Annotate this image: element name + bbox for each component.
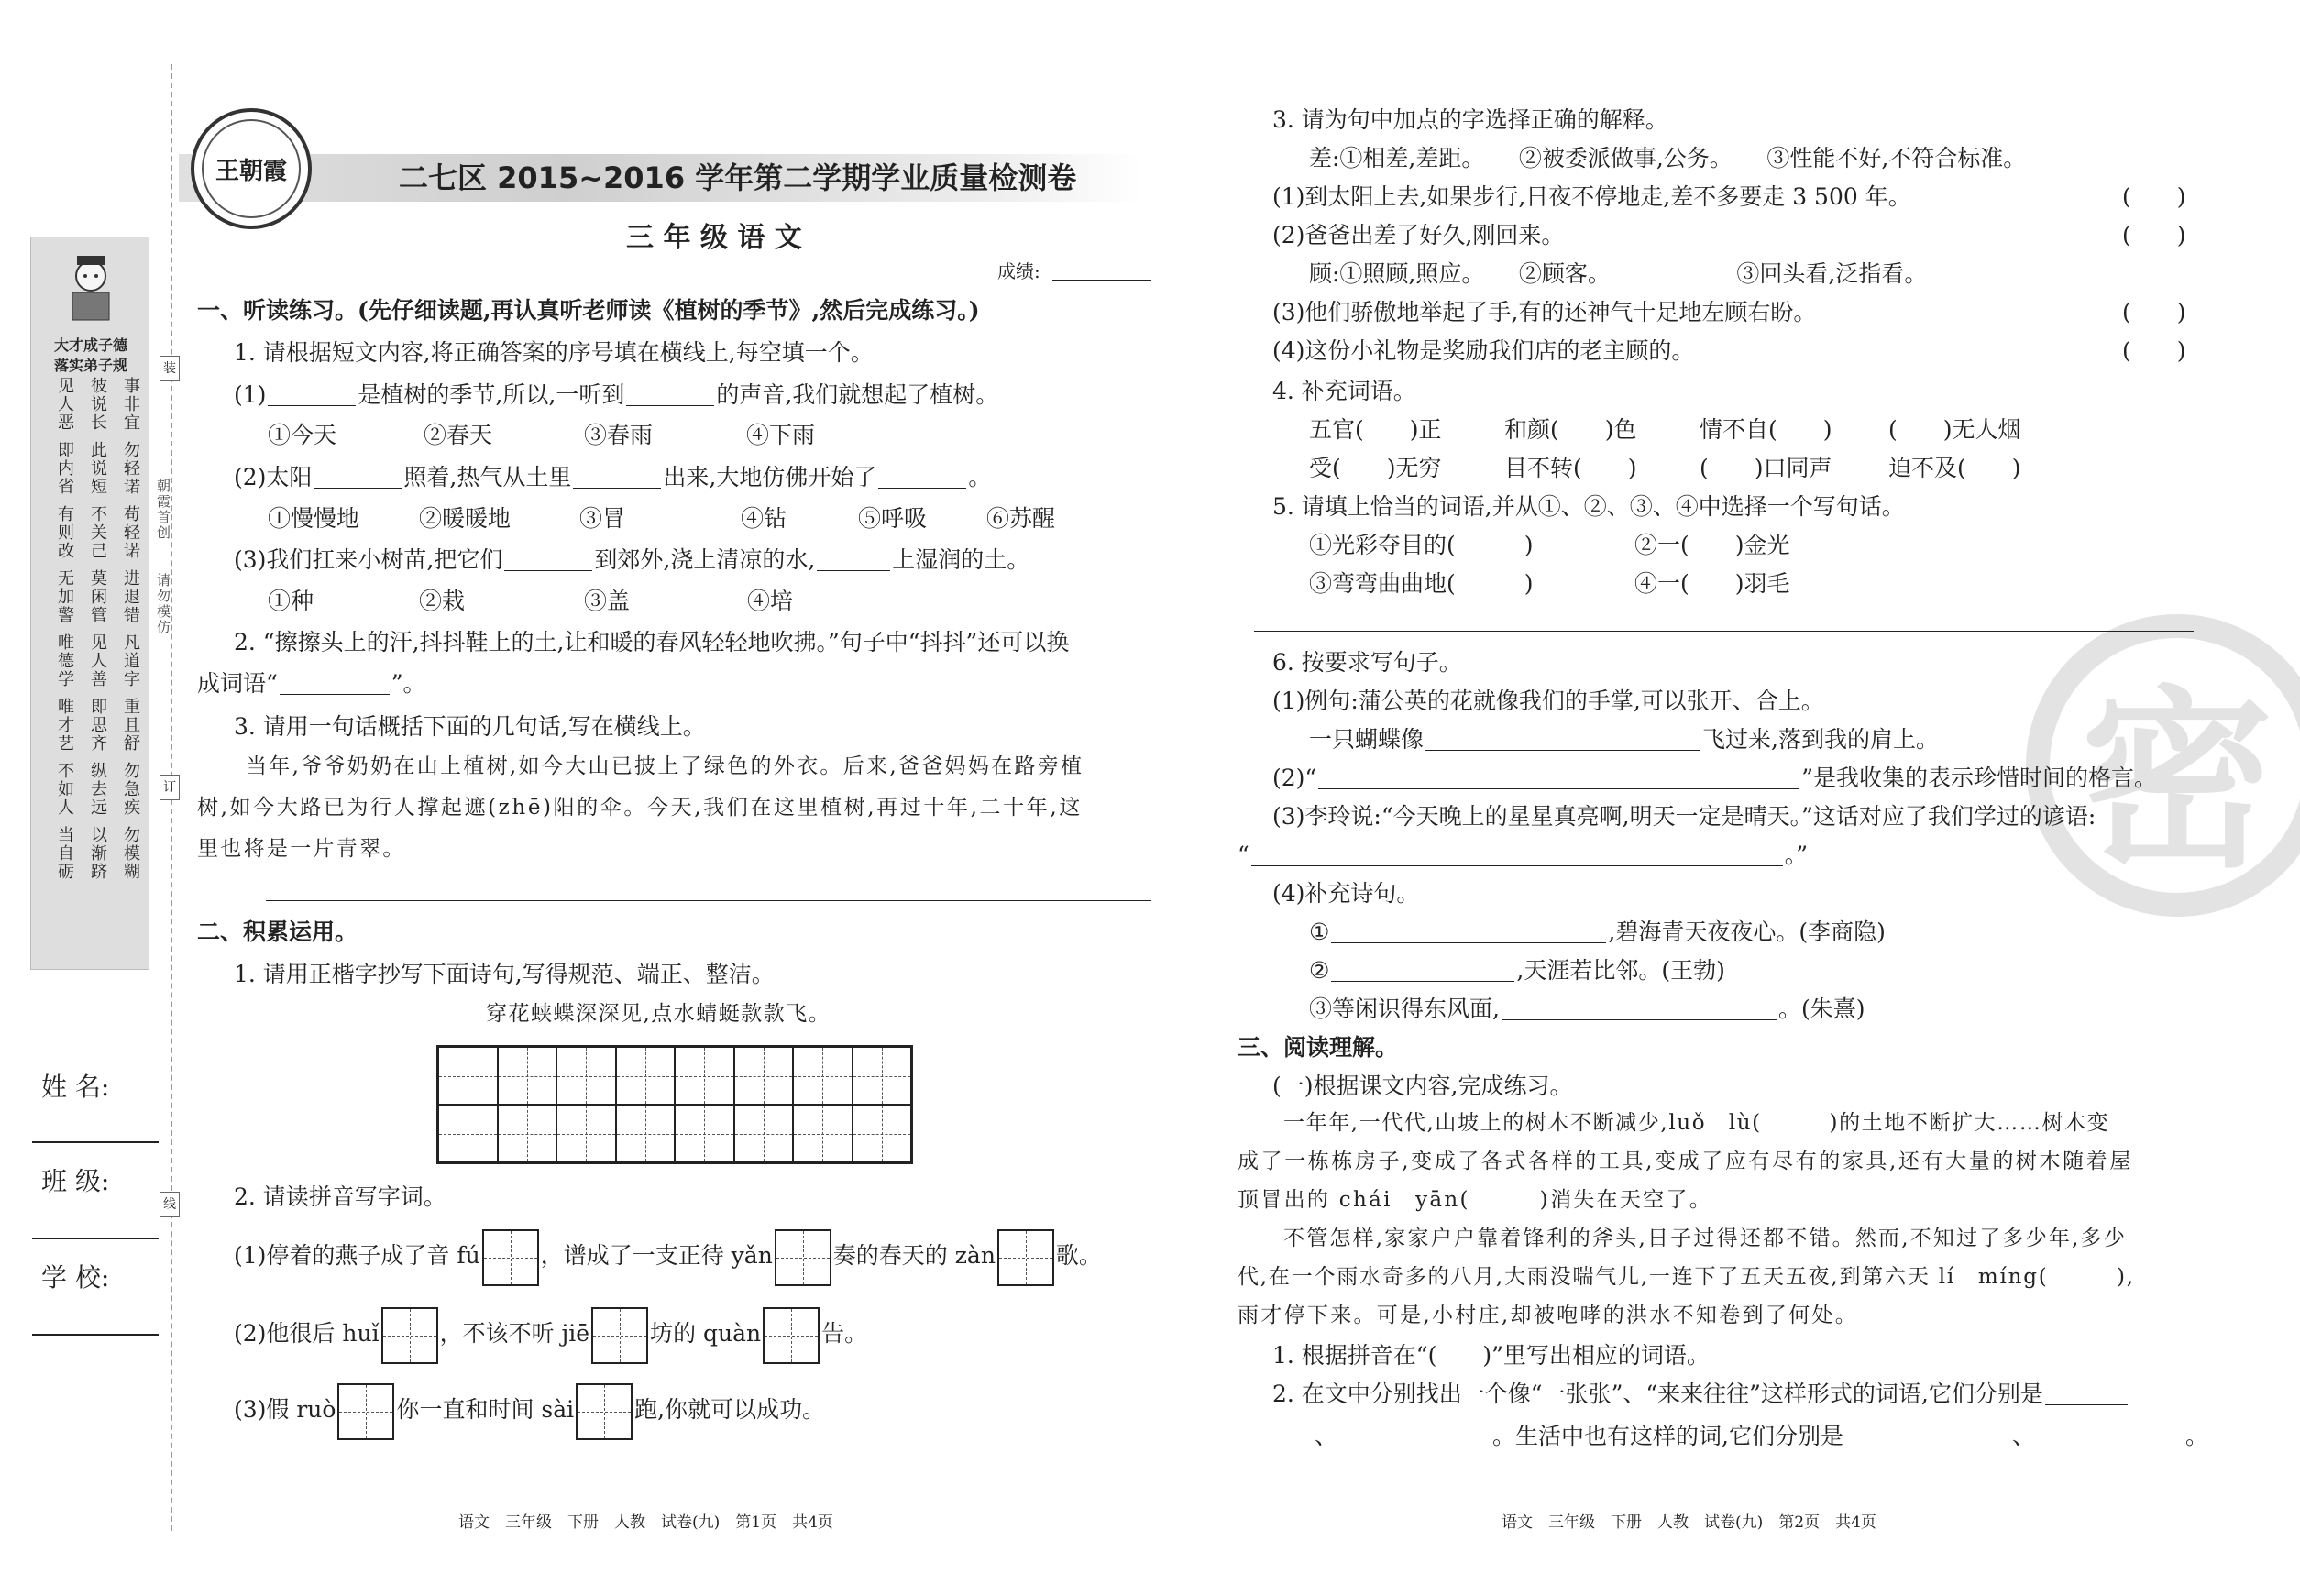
q1-1-text: 的声音,我们就想起了植树。 (716, 381, 999, 408)
poem-text: ① (1309, 919, 1330, 945)
idiom[interactable]: ( )无人烟 (1888, 416, 2021, 443)
pinyin-text: 奏的春天的 zàn (832, 1242, 996, 1269)
copy-notice-2: 请勿模仿 (155, 573, 171, 635)
char-box[interactable] (775, 1229, 831, 1286)
grid-cell[interactable] (734, 1047, 794, 1105)
r-q5-instruction: 5. 请填上恰当的词语,并从①、②、③、④中选择一个写句话。 (1272, 493, 1905, 520)
proverb: 见人善 (88, 633, 107, 688)
q6-text: 。” (1784, 842, 1809, 868)
pinyin-text: ，谱成了一支正待 yǎn (540, 1242, 773, 1269)
r-q6-1-answer (1309, 728, 1939, 751)
cut-mark-3: 线 (160, 1192, 180, 1217)
grid-cell[interactable] (793, 1105, 853, 1162)
reading-line-5: 代,在一个雨水奇多的八月,大雨没喘气儿,一连下了五天五夜,到第六天 lí míng( ), (1238, 1265, 2135, 1289)
idioms-row-1 (1309, 418, 2021, 441)
proverb: 当自砺 (55, 826, 74, 881)
blank[interactable] (2045, 1385, 2128, 1405)
char-box[interactable] (482, 1229, 539, 1286)
blank[interactable] (1425, 731, 1700, 751)
poem-text: ,碧海青天夜夜心。(李商隐) (1608, 919, 1886, 945)
poem-text: ② (1309, 957, 1330, 984)
char-box[interactable] (997, 1229, 1054, 1286)
idiom[interactable]: 迫不及( ) (1888, 455, 2021, 481)
proverb: 彼说长 (88, 377, 107, 432)
blank[interactable] (1239, 1427, 1313, 1447)
rq2-text: 2. 在文中分别找出一个像“一张张”、“来来往往”这样形式的词语,它们分别是 (1272, 1381, 2043, 1407)
poem-fill-1 (1309, 920, 1886, 943)
option: ⑥苏醒 (986, 505, 1056, 532)
char-box[interactable] (763, 1307, 820, 1364)
blank[interactable] (817, 551, 890, 571)
q1-2-text: 。 (968, 464, 992, 490)
blank[interactable] (314, 468, 402, 489)
fill-item[interactable]: ②一( )金光 (1634, 532, 1790, 558)
grid-cell[interactable] (556, 1105, 616, 1162)
grid-cell[interactable] (853, 1047, 912, 1105)
grid-cell[interactable] (438, 1047, 498, 1105)
rq2-text: 、 (1315, 1423, 1338, 1449)
blank[interactable] (573, 468, 661, 489)
proverb: 纵去远 (88, 762, 107, 817)
grid-cell[interactable] (734, 1105, 794, 1162)
pinyin-text: 你一直和时间 sài (396, 1396, 575, 1423)
s2-q2-instruction: 2. 请读拼音写字词。 (234, 1183, 446, 1210)
blank[interactable] (268, 386, 356, 406)
fill-item[interactable]: ④一( )羽毛 (1634, 570, 1790, 597)
q5-answer-line[interactable] (1254, 631, 2194, 632)
proverb: 以渐跻 (88, 826, 107, 881)
option: ③盖 (584, 588, 631, 614)
class-label: 班 级: (41, 1166, 110, 1196)
proverb: 有则改 (55, 505, 74, 560)
r-q6-1: (1)例句:蒲公英的花就像我们的手掌,可以张开、合上。 (1272, 688, 1824, 714)
proverb: 不如人 (55, 762, 74, 817)
q2-line-1: 2. “擦擦头上的汗,抖抖鞋上的土,让和暖的春风轻轻地吹拂。”句子中“抖抖”还可以换 (234, 629, 1070, 655)
r-read-q1: 1. 根据拼音在“( )”里写出相应的词语。 (1272, 1342, 1710, 1369)
blank[interactable] (504, 551, 592, 571)
q3-instruction: 3. 请用一句话概括下面的几句话,写在横线上。 (234, 713, 706, 740)
logo-text: 王朝霞 (215, 157, 287, 185)
r-q4-instruction: 4. 补充词语。 (1272, 378, 1416, 404)
proverb: 勿轻诺 (121, 441, 140, 496)
school-field[interactable] (32, 1334, 159, 1336)
proverb: 即内省 (55, 441, 74, 496)
option: ②暖暖地 (419, 505, 512, 532)
grid-cell[interactable] (616, 1047, 676, 1105)
watermark-text: 密 (2080, 669, 2273, 894)
poem-line: 穿花蛱蝶深深见,点水蜻蜓款款飞。 (486, 1002, 831, 1026)
proverb: 无加警 (55, 569, 74, 624)
option: ④下雨 (746, 422, 816, 448)
q6-text: ”是我收集的表示珍惜时间的格言。 (1801, 765, 2157, 791)
grid-cell[interactable] (853, 1105, 912, 1162)
reading-line-6: 雨才停下来。可是,小村庄,却被咆哮的洪水不知卷到了何处。 (1238, 1304, 1859, 1327)
blank[interactable] (1339, 1427, 1491, 1447)
section-1-heading: 一、听读练习。(先仔细读题,再认真听老师读《植树的季节》,然后完成练习。) (197, 297, 980, 324)
option: ②春天 (424, 422, 493, 448)
poem-fill-3 (1309, 997, 1865, 1020)
option: ①今天 (268, 422, 337, 448)
copy-notice-1: 朝霞首创 (155, 479, 171, 541)
proverb: 即思齐 (88, 698, 107, 753)
fill-item[interactable]: ③弯弯曲曲地( ) (1309, 570, 1534, 597)
reading-line-1: 一年年,一代代,山坡上的树木不断减少,luǒ lù( )的土地不断扩大……树木变 (1283, 1111, 2110, 1135)
q1-1-options (268, 424, 815, 446)
idiom[interactable]: ( )口同声 (1700, 455, 1832, 481)
grid-cell[interactable] (616, 1105, 676, 1162)
r-q6-2 (1272, 766, 2157, 789)
q1-1 (234, 383, 998, 406)
proverb: 进退错 (121, 569, 140, 624)
fill-item[interactable]: ①光彩夺目的( ) (1309, 532, 1534, 558)
s2-q1-instruction: 1. 请用正楷字抄写下面诗句,写得规范、端正、整洁。 (234, 961, 775, 987)
score-field[interactable] (1052, 280, 1151, 281)
grid-cell[interactable] (793, 1047, 853, 1105)
passage-line-3: 里也将是一片青翠。 (197, 837, 406, 861)
passage-line-2: 树,如今大路已为行人撑起遮(zhē)阳的伞。今天,我们在这里植树,再过十年,二十年,这 (197, 796, 1083, 820)
r-q3-instruction: 3. 请为句中加点的字选择正确的解释。 (1272, 106, 1668, 133)
q6-text: “ (1238, 842, 1249, 868)
proverb: 勿模糊 (121, 826, 140, 881)
exam-title: 二七区 2015~2016 学年第二学期学业质量检测卷 (399, 160, 1077, 195)
logo (191, 108, 312, 229)
reading-line-4: 不管怎样,家家户户靠着锋利的斧头,日子过得还都不错。然而,不知过了多少年,多少 (1283, 1227, 2128, 1250)
q2-text: 成词语“ (197, 670, 278, 697)
option: ⑤呼吸 (858, 505, 928, 532)
poem-text: ③等闲识得东风面, (1309, 996, 1500, 1022)
proverb: 唯才艺 (55, 698, 74, 753)
grid-cell[interactable] (556, 1047, 616, 1105)
q6-text: 飞过来,落到我的肩上。 (1702, 726, 1939, 753)
idiom[interactable]: 目不转( ) (1504, 455, 1637, 481)
option: ①慢慢地 (268, 505, 360, 532)
q1-3-text: 到郊外,浇上清凉的水, (594, 546, 816, 573)
r-q6-4: (4)补充诗句。 (1272, 880, 1420, 907)
option: ④培 (747, 588, 794, 614)
cut-mark-1: 装 (160, 356, 180, 381)
proverb: 苟轻诺 (121, 505, 140, 560)
rq2-text: 。 (2184, 1423, 2208, 1449)
blank[interactable] (1331, 962, 1514, 982)
r-q3-2: (2)爸爸出差了好久,刚回来。 (1272, 222, 1565, 248)
proverb: 此说短 (88, 441, 107, 496)
proverb: 事非宜 (121, 377, 140, 432)
poem-fill-2 (1309, 959, 1725, 982)
proverb: 不关己 (88, 505, 107, 560)
pinyin-text: (1)停着的燕子成了音 fú (234, 1242, 480, 1269)
q1-3 (234, 548, 1029, 571)
school-label: 学 校: (41, 1262, 110, 1293)
r-q3-3-answer[interactable]: ( ) (2122, 299, 2186, 325)
reading-line-3: 顶冒出的 chái yān( )消失在天空了。 (1238, 1188, 1713, 1212)
rq2-text: 、 (2011, 1423, 2035, 1449)
class-field[interactable] (32, 1238, 159, 1239)
q6-text: (2)“ (1272, 765, 1317, 791)
blank[interactable] (1502, 1000, 1777, 1020)
idiom[interactable]: 五官( )正 (1309, 416, 1442, 443)
blank[interactable] (1845, 1427, 2010, 1447)
r-q3-2-answer[interactable]: ( ) (2122, 222, 2186, 248)
subject-title: 三 年 级 语 文 (626, 222, 802, 254)
fill-row-1 (1309, 534, 1790, 556)
q1-2 (234, 466, 991, 489)
pinyin-text: (2)他很后 huǐ (234, 1320, 380, 1347)
passage-line-1: 当年,爷爷奶奶在山上植树,如今大山已披上了绿色的外衣。后来,爸爸妈妈在路旁植 (246, 754, 1084, 778)
q1-2-text: 出来,大地仿佛开始了 (663, 464, 877, 490)
r-q3-1-answer[interactable]: ( ) (2122, 183, 2186, 210)
cut-mark-2: 订 (160, 775, 180, 800)
right-footer: 语文 三年级 下册 人教 试卷(九) 第2页 共4页 (1502, 1513, 1876, 1532)
motto-panel (30, 237, 149, 970)
name-label: 姓 名: (41, 1072, 110, 1102)
idiom[interactable]: 和颜( )色 (1504, 416, 1637, 443)
q1-2-options (268, 507, 1055, 530)
proverb: 重且舒 (121, 698, 140, 753)
copy-grid[interactable] (436, 1045, 913, 1164)
q1-instruction: 1. 请根据短文内容,将正确答案的序号填在横线上,每空填一个。 (234, 339, 874, 366)
pinyin-text: 坊的 quàn (650, 1320, 762, 1347)
r-q6-3-answer (1238, 843, 1808, 866)
blank[interactable] (878, 468, 966, 489)
motto-line-1: 大才成子德 (53, 336, 127, 354)
q1-1-text: 是植树的季节,所以,一听到 (358, 381, 625, 408)
char-box[interactable] (576, 1383, 633, 1440)
q1-3-text: (3)我们扛来小树苗,把它们 (234, 546, 503, 573)
r-q3-4-answer[interactable]: ( ) (2122, 337, 2186, 364)
option: ②栽 (419, 588, 466, 614)
option: ③春雨 (584, 422, 654, 448)
proverb: 凡道字 (121, 633, 140, 688)
blank[interactable] (2037, 1427, 2184, 1447)
reading-line-2: 成了一栋栋房子,变成了各式各样的工具,变成了应有尽有的家具,还有大量的树木随着屋 (1238, 1150, 2133, 1173)
blank[interactable] (626, 386, 714, 406)
char-box[interactable] (337, 1383, 394, 1440)
pinyin-text: (3)假 ruò (234, 1396, 336, 1423)
q1-3-options (268, 589, 793, 612)
fill-row-2 (1309, 572, 1790, 595)
pinyin-text: 跑,你就可以成功。 (634, 1396, 826, 1423)
pinyin-text: 歌。 (1055, 1242, 1102, 1269)
grid-cell[interactable] (675, 1047, 734, 1105)
grid-cell[interactable] (498, 1105, 557, 1162)
r-q6-3: (3)李玲说:“今天晚上的星星真亮啊,明天一定是晴天。”这话对应了我们学过的谚语: (1272, 803, 2096, 830)
q1-3-text: 上湿润的土。 (892, 546, 1030, 573)
r-q3-4: (4)这份小礼物是奖励我们店的老主顾的。 (1272, 337, 1695, 364)
char-box[interactable] (591, 1307, 648, 1364)
section-3-sub: (一)根据课文内容,完成练习。 (1272, 1073, 1573, 1099)
idiom[interactable]: 情不自( ) (1700, 416, 1832, 443)
blank[interactable] (280, 675, 390, 695)
q6-text: 一只蝴蝶像 (1309, 726, 1425, 753)
score-label: 成绩: (997, 260, 1040, 282)
name-field[interactable] (32, 1141, 159, 1143)
r-q3-1: (1)到太阳上去,如果步行,日夜不停地走,差不多要走 3 500 年。 (1272, 183, 1911, 210)
option: ①种 (268, 588, 314, 614)
poem-text: ,天涯若比邻。(王勃) (1516, 957, 1725, 984)
idiom[interactable]: 受( )无穷 (1309, 455, 1442, 481)
q2-text: ”。 (391, 670, 426, 697)
q1-2-text: (2)太阳 (234, 464, 313, 490)
pinyin-text: 告。 (821, 1320, 868, 1347)
q2-line-2 (197, 672, 426, 695)
idioms-row-2 (1309, 457, 2021, 479)
r-read-q2-line-1 (1272, 1382, 2129, 1405)
char-box[interactable] (381, 1307, 438, 1364)
grid-cell[interactable] (498, 1047, 557, 1105)
q1-1-num: (1) (234, 381, 267, 408)
r-q3-3: (3)他们骄傲地举起了手,有的还神气十足地左顾右盼。 (1272, 299, 1817, 325)
r-read-q2-line-2 (1238, 1425, 2208, 1447)
pinyin-text: ，不该不听 jiē (439, 1320, 590, 1347)
pinyin-row-3 (234, 1382, 825, 1440)
option: ④钻 (741, 505, 787, 532)
blank[interactable] (1251, 846, 1783, 866)
proverb: 唯德学 (55, 633, 74, 688)
rq2-text: 。生活中也有这样的词,它们分别是 (1492, 1423, 1843, 1449)
gu-definitions: 顾:①照顾,照应。 ②顾客。 ③回头看,泛指看。 (1309, 260, 1928, 287)
scholar-illustration (59, 248, 123, 331)
left-footer: 语文 三年级 下册 人教 试卷(九) 第1页 共4页 (458, 1513, 833, 1532)
option: ③冒 (579, 505, 626, 532)
pinyin-row-1 (234, 1228, 1102, 1286)
proverb-grid (42, 377, 141, 881)
grid-cell[interactable] (675, 1105, 734, 1162)
q1-2-text: 照着,热气从土里 (403, 464, 572, 490)
summary-answer-line[interactable] (266, 900, 1151, 901)
poem-text: 。(朱熹) (1777, 996, 1865, 1022)
section-2-heading: 二、积累运用。 (197, 919, 358, 945)
proverb: 勿急疾 (121, 762, 140, 817)
blank[interactable] (1331, 923, 1606, 943)
r-q6-instruction: 6. 按要求写句子。 (1272, 649, 1462, 676)
pinyin-row-2 (234, 1306, 867, 1364)
grid-cell[interactable] (438, 1105, 498, 1162)
motto-line-2: 落实弟子规 (53, 357, 127, 374)
proverb: 见人恶 (55, 377, 74, 432)
section-3-heading: 三、阅读理解。 (1238, 1034, 1399, 1061)
blank[interactable] (1318, 769, 1799, 789)
proverb: 莫闲管 (88, 569, 107, 624)
cha-definitions: 差:①相差,差距。 ②被委派做事,公务。 ③性能不好,不符合标准。 (1309, 145, 2027, 171)
